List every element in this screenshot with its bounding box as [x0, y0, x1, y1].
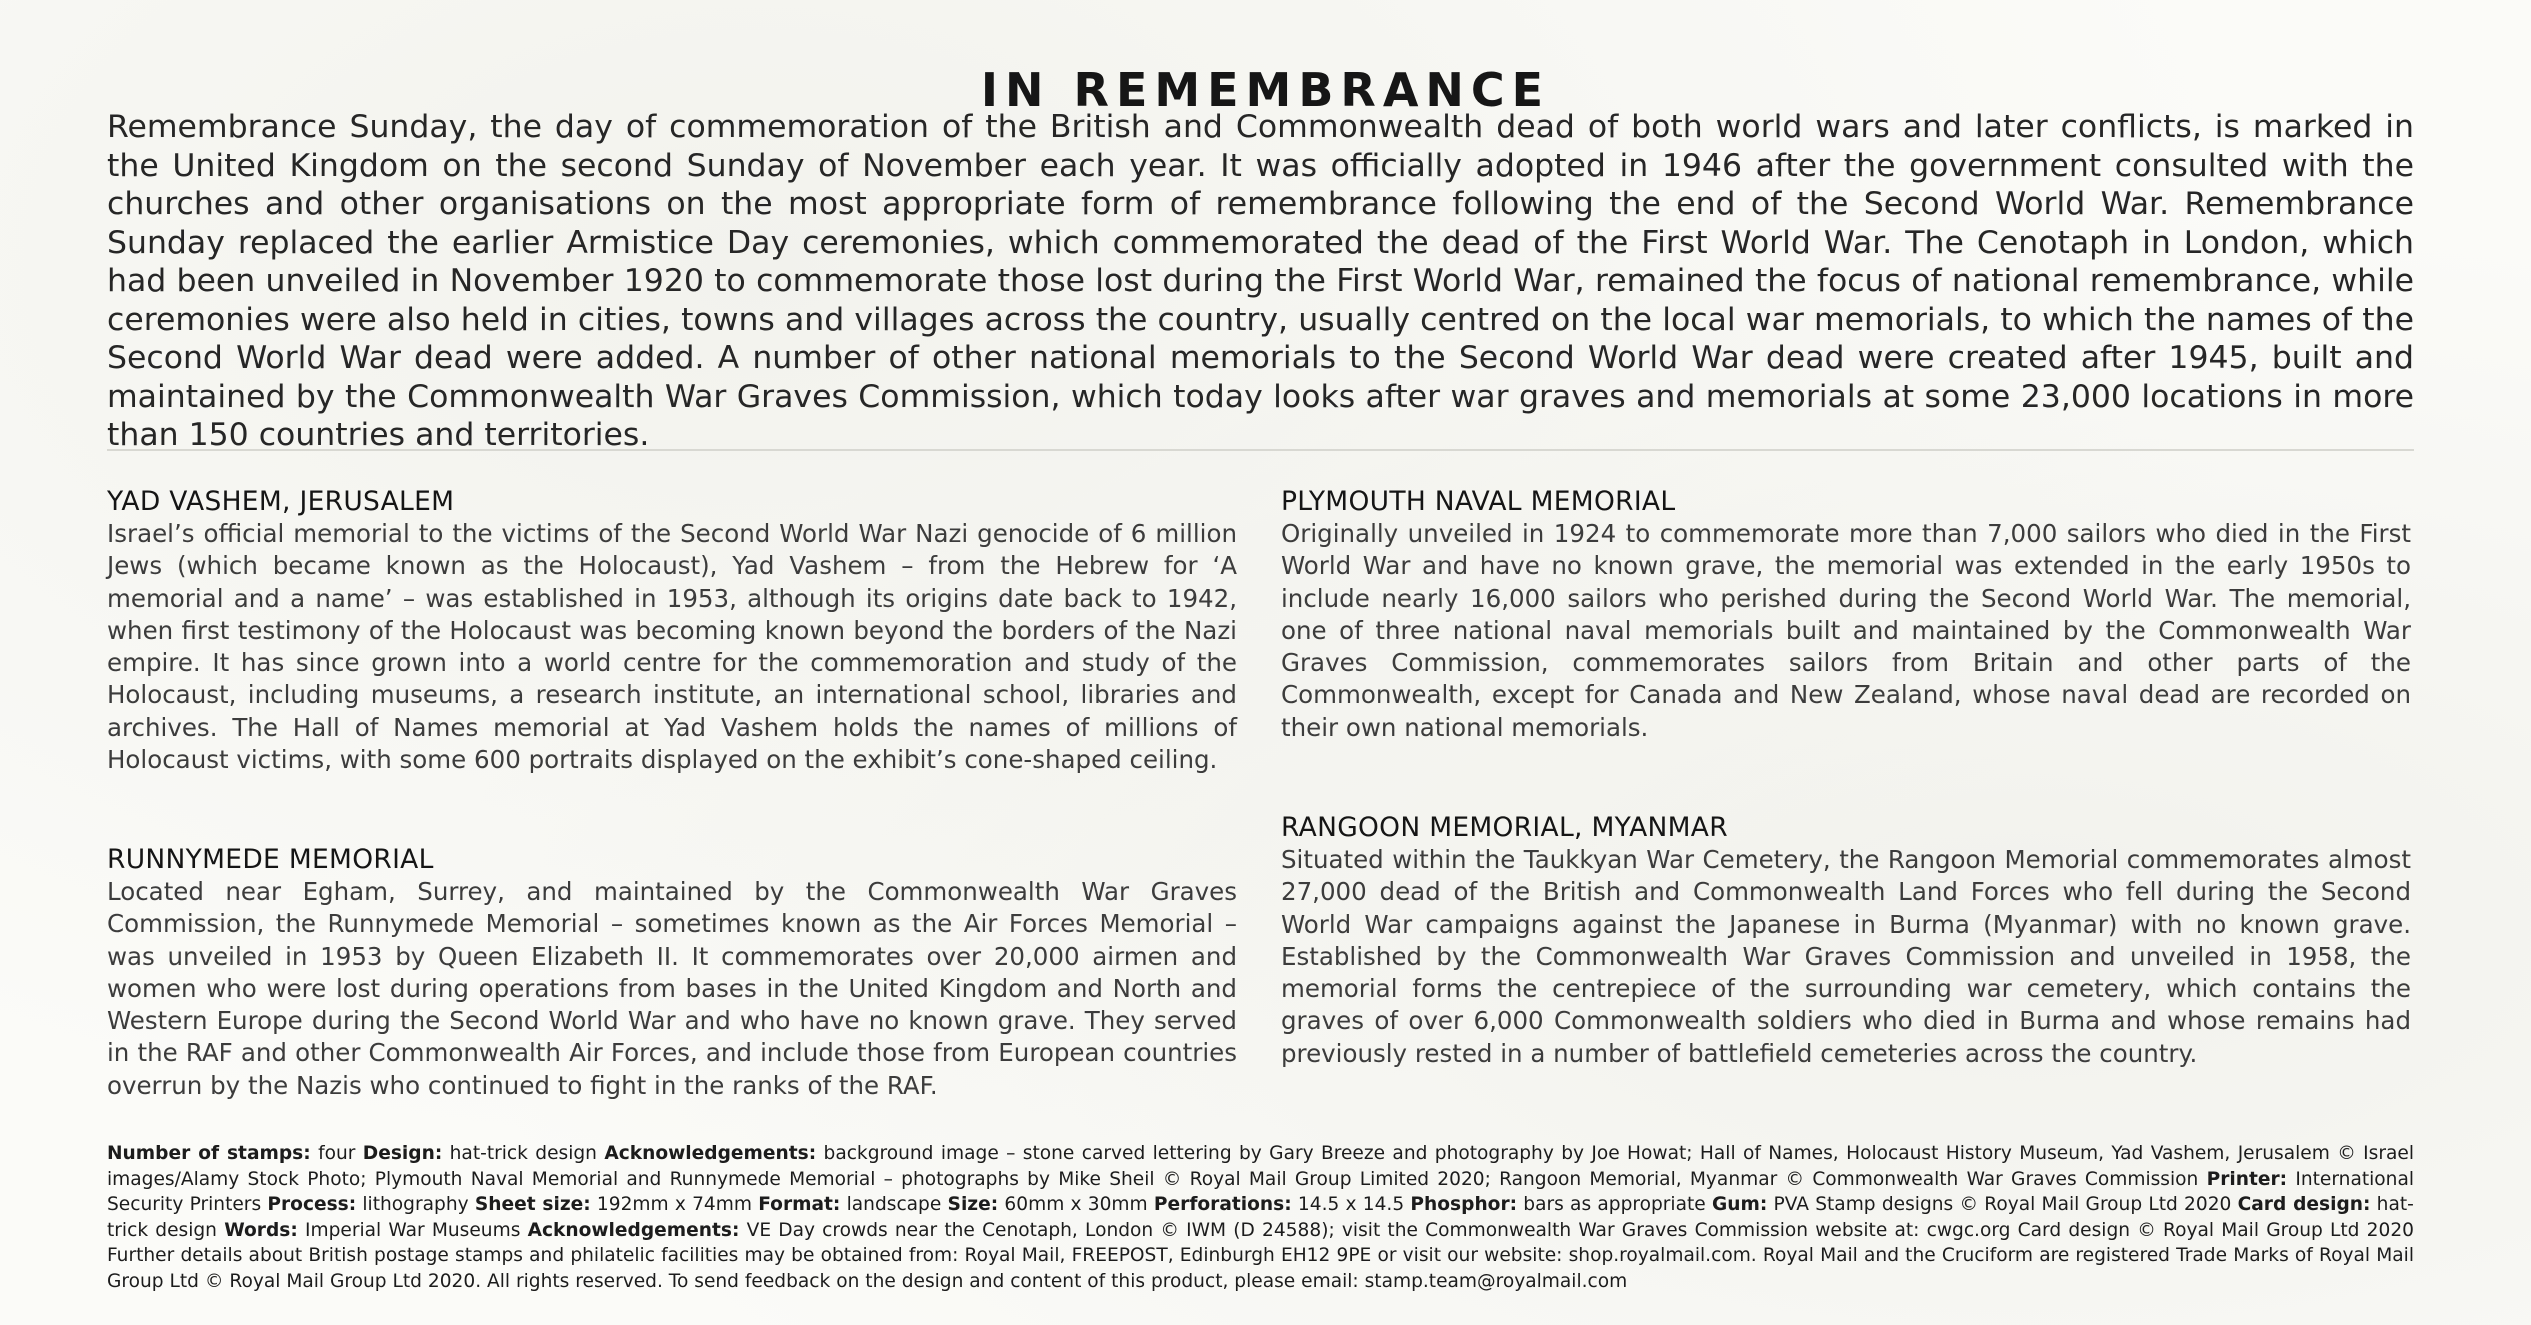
- section-heading: RUNNYMEDE MEMORIAL: [107, 844, 434, 875]
- section-yad-vashem: [107, 486, 1237, 776]
- credit-value: VE Day crowds near the Cenotaph, London © IWM (D 24588); visit the Commonwealth War Graves Commission website at: cwgc.org Card design © Royal Mail Group Ltd 2020 Further details about British postage stamps and philatelic facilities may be obtained from: Royal Mail, FREEPOST, Edinburgh EH12 9PE or visit our website: shop.royalmail.com. Royal Mail and the Cruciform are registered Trade Marks of Royal Mail Group Ltd © Royal Mail Group Ltd 2020. All rights reserved. To send feedback on the design and content of this product, please email: stamp.team@royalmail.com: [107, 1219, 2414, 1292]
- section-heading: RANGOON MEMORIAL, MYANMAR: [1281, 812, 1728, 843]
- credit-value: hat-trick design: [449, 1143, 597, 1164]
- page-title: IN REMEMBRANCE: [980, 62, 1551, 117]
- credit-label: Process:: [267, 1194, 357, 1216]
- credit-label: Card design:: [2237, 1194, 2371, 1216]
- credit-label: Design:: [362, 1143, 443, 1164]
- section-divider: [107, 449, 2414, 451]
- section-plymouth: [1281, 486, 2411, 744]
- credit-label: Words:: [224, 1219, 298, 1241]
- credit-value: International Security Printers: [107, 1168, 2415, 1216]
- credit-value: bars as appropriate: [1523, 1194, 1706, 1216]
- credit-label: Acknowledgements:: [527, 1219, 740, 1241]
- section-body: Originally unveiled in 1924 to commemorate more than 7,000 sailors who died in the First World War and have no known grave, the memorial was extended in the early 1950s to include nearly 16,000 sailors who perished during the Second World War. The memorial, one of three national naval memorials built and maintained by the Commonwealth War Graves Commission, commemorates sailors from Britain and other parts of the Commonwealth, except for Canada and New Zealand, whose naval dead are recorded on their own national memorials.: [1281, 519, 2411, 742]
- credit-value: 14.5 x 14.5: [1297, 1194, 1405, 1216]
- credit-label: Perforations:: [1153, 1194, 1292, 1216]
- credit-value: four: [318, 1143, 356, 1164]
- section-body: Located near Egham, Surrey, and maintained by the Commonwealth War Graves Commission, the Runnymede Memorial – sometimes known as the Air Forces Memorial – was unveiled in 1953 by Queen Elizabeth II. It commemorates over 20,000 airmen and women who were lost during operations from bases in the United Kingdom and North and Western Europe during the Second World War and who have no known grave. They served in the RAF and other Commonwealth Air Forces, and include those from European countries overrun by the Nazis who continued to fight in the ranks of the RAF.: [107, 877, 1237, 1100]
- credit-value: Imperial War Museums: [305, 1219, 521, 1241]
- section-body: Situated within the Taukkyan War Cemetery, the Rangoon Memorial commemorates almost 27,000 dead of the British and Commonwealth Land Forces who fell during the Second World War campaigns against the Japanese in Burma (Myanmar) with no known grave. Established by the Commonwealth War Graves Commission and unveiled in 1958, the memorial forms the centrepiece of the surrounding war cemetery, which contains the graves of over 6,000 Commonwealth soldiers who died in Burma and whose remains had previously rested in a number of battlefield cemeteries across the country.: [1281, 845, 2411, 1068]
- credit-value: 60mm x 30mm: [1004, 1194, 1148, 1216]
- credit-value: 192mm x 74mm: [596, 1194, 752, 1216]
- section-rangoon: [1281, 812, 2411, 1070]
- credit-label: Format:: [758, 1194, 841, 1216]
- section-heading: PLYMOUTH NAVAL MEMORIAL: [1281, 486, 1676, 517]
- credit-label: Size:: [947, 1194, 999, 1216]
- credit-label: Phosphor:: [1410, 1194, 1518, 1216]
- credit-label: Acknowledgements:: [604, 1143, 817, 1164]
- credit-label: Number of stamps:: [107, 1143, 311, 1164]
- credit-value: hat-trick design: [107, 1194, 2414, 1241]
- credit-value: lithography: [362, 1194, 469, 1216]
- credit-value: landscape: [846, 1194, 942, 1216]
- intro-paragraph: Remembrance Sunday, the day of commemoration of the British and Commonwealth dead of both world wars and later conflicts, is marked in the United Kingdom on the second Sunday of November each year. It was officially adopted in 1946 after the government consulted with the churches and other organisations on the most appropriate form of remembrance following the end of the Second World War. Remembrance Sunday replaced the earlier Armistice Day ceremonies, which commemorated the dead of the First World War. The Cenotaph in London, which had been unveiled in November 1920 to commemorate those lost during the First World War, remained the focus of national remembrance, while ceremonies were also held in cities, towns and villages across the country, usually centred on the local war memorials, to which the names of the Second World War dead were added. A number of other national memorials to the Second World War dead were created after 1945, built and maintained by the Commonwealth War Graves Commission, which today looks after war graves and memorials at some 23,000 locations in more than 150 countries and territories.: [107, 109, 2414, 453]
- credits-block: [107, 1141, 2414, 1295]
- credit-value: PVA Stamp designs © Royal Mail Group Ltd 2020: [1773, 1194, 2232, 1216]
- credit-label: Gum:: [1711, 1194, 1768, 1216]
- credit-value: background image – stone carved lettering by Gary Breeze and photography by Joe Howat; Hall of Names, Holocaust History Museum, Yad Vashem, Jerusalem © Israel images/Alamy Stock Photo; Plymouth Naval Memorial and Runnymede Memorial – photographs by Mike Sheil © Royal Mail Group Limited 2020; Rangoon Memorial, Myanmar © Commonwealth War Graves Commission: [107, 1143, 2414, 1190]
- section-runnymede: [107, 844, 1237, 1102]
- section-heading: YAD VASHEM, JERUSALEM: [107, 486, 455, 517]
- credit-label: Printer:: [2206, 1168, 2288, 1190]
- section-body: Israel’s official memorial to the victims of the Second World War Nazi genocide of 6 million Jews (which became known as the Holocaust), Yad Vashem – from the Hebrew for ‘A memorial and a name’ – was established in 1953, although its origins date back to 1942, when first testimony of the Holocaust was becoming known beyond the borders of the Nazi empire. It has since grown into a world centre for the commemoration and study of the Holocaust, including museums, a research institute, an international school, libraries and archives. The Hall of Names memorial at Yad Vashem holds the names of millions of Holocaust victims, with some 600 portraits displayed on the exhibit’s cone-shaped ceiling.: [107, 519, 1237, 775]
- credit-label: Sheet size:: [474, 1194, 591, 1216]
